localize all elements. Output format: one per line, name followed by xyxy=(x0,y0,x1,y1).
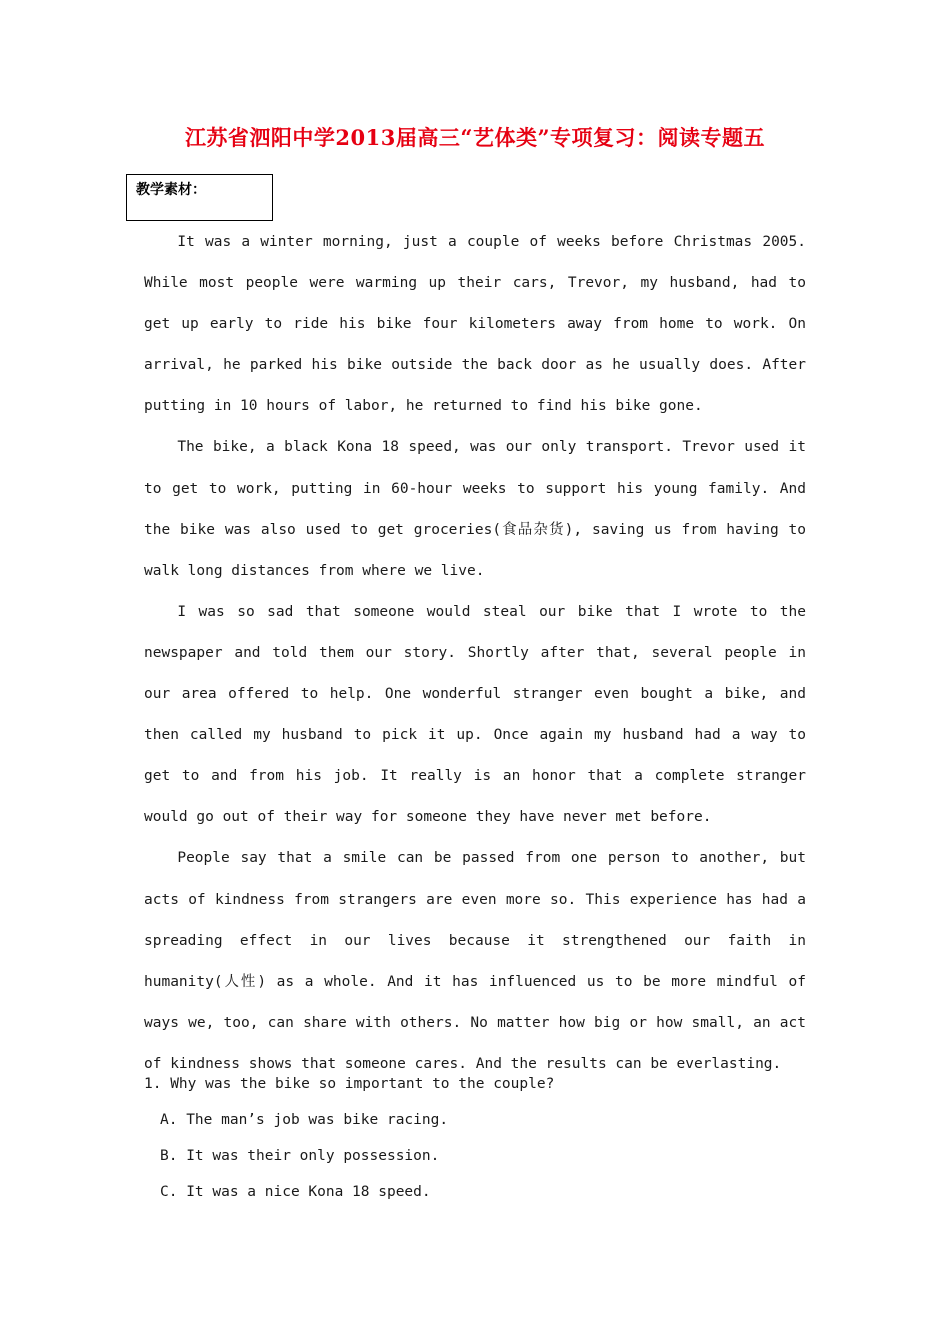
question-section xyxy=(144,1066,806,1210)
paragraph-3: I was so sad that someone would steal our bike that I wrote to the newspaper and told them our story. Shortly after that, several people in our area offered to help. One wonderful stranger even bought a bike, and then called my husband to pick it up. Once again my husband had a way to get to and from his job. It really is an honor that a complete stranger would go out of their way for someone they have never met before. xyxy=(144,603,806,826)
option-a: A. The man’s job was bike racing. xyxy=(160,1112,449,1128)
option-b: B. It was their only possession. xyxy=(160,1148,440,1164)
reading-passage xyxy=(144,222,806,1085)
document-title: 江苏省泗阳中学2013届高三“艺体类”专项复习：阅读专题五 xyxy=(184,125,766,150)
material-label-box xyxy=(126,174,273,221)
material-label: 教学素材： xyxy=(136,182,206,198)
option-c: C. It was a nice Kona 18 speed. xyxy=(160,1184,431,1200)
question-stem: 1. Why was the bike so important to the couple? xyxy=(144,1076,555,1092)
paragraph-1: It was a winter morning, just a couple of weeks before Christmas 2005. While most people were warming up their cars, Trevor, my husband, had to get up early to ride his bike four kilometers away from home to work. On arrival, he parked his bike outside the back door as he usually does. After putting in 10 hours of labor, he returned to find his bike gone. xyxy=(144,234,806,415)
paragraph-2: The bike, a black Kona 18 speed, was our only transport. Trevor used it to get to work, putting in 60-hour weeks to support his young family. And the bike was also used to get groceries(食品杂货), saving us from having to walk long distances from where we live. xyxy=(144,439,806,579)
question-1 xyxy=(144,1066,806,1210)
paragraph-4: People say that a smile can be passed from one person to another, but acts of kindness from strangers are even more so. This experience has had a spreading effect in our lives because it strengthened our faith in humanity(人性) as a whole. And it has influenced us to be more mindful of ways we, too, can share with others. No matter how big or how small, an act of kindness shows that someone cares. And the results can be everlasting. xyxy=(144,850,806,1072)
